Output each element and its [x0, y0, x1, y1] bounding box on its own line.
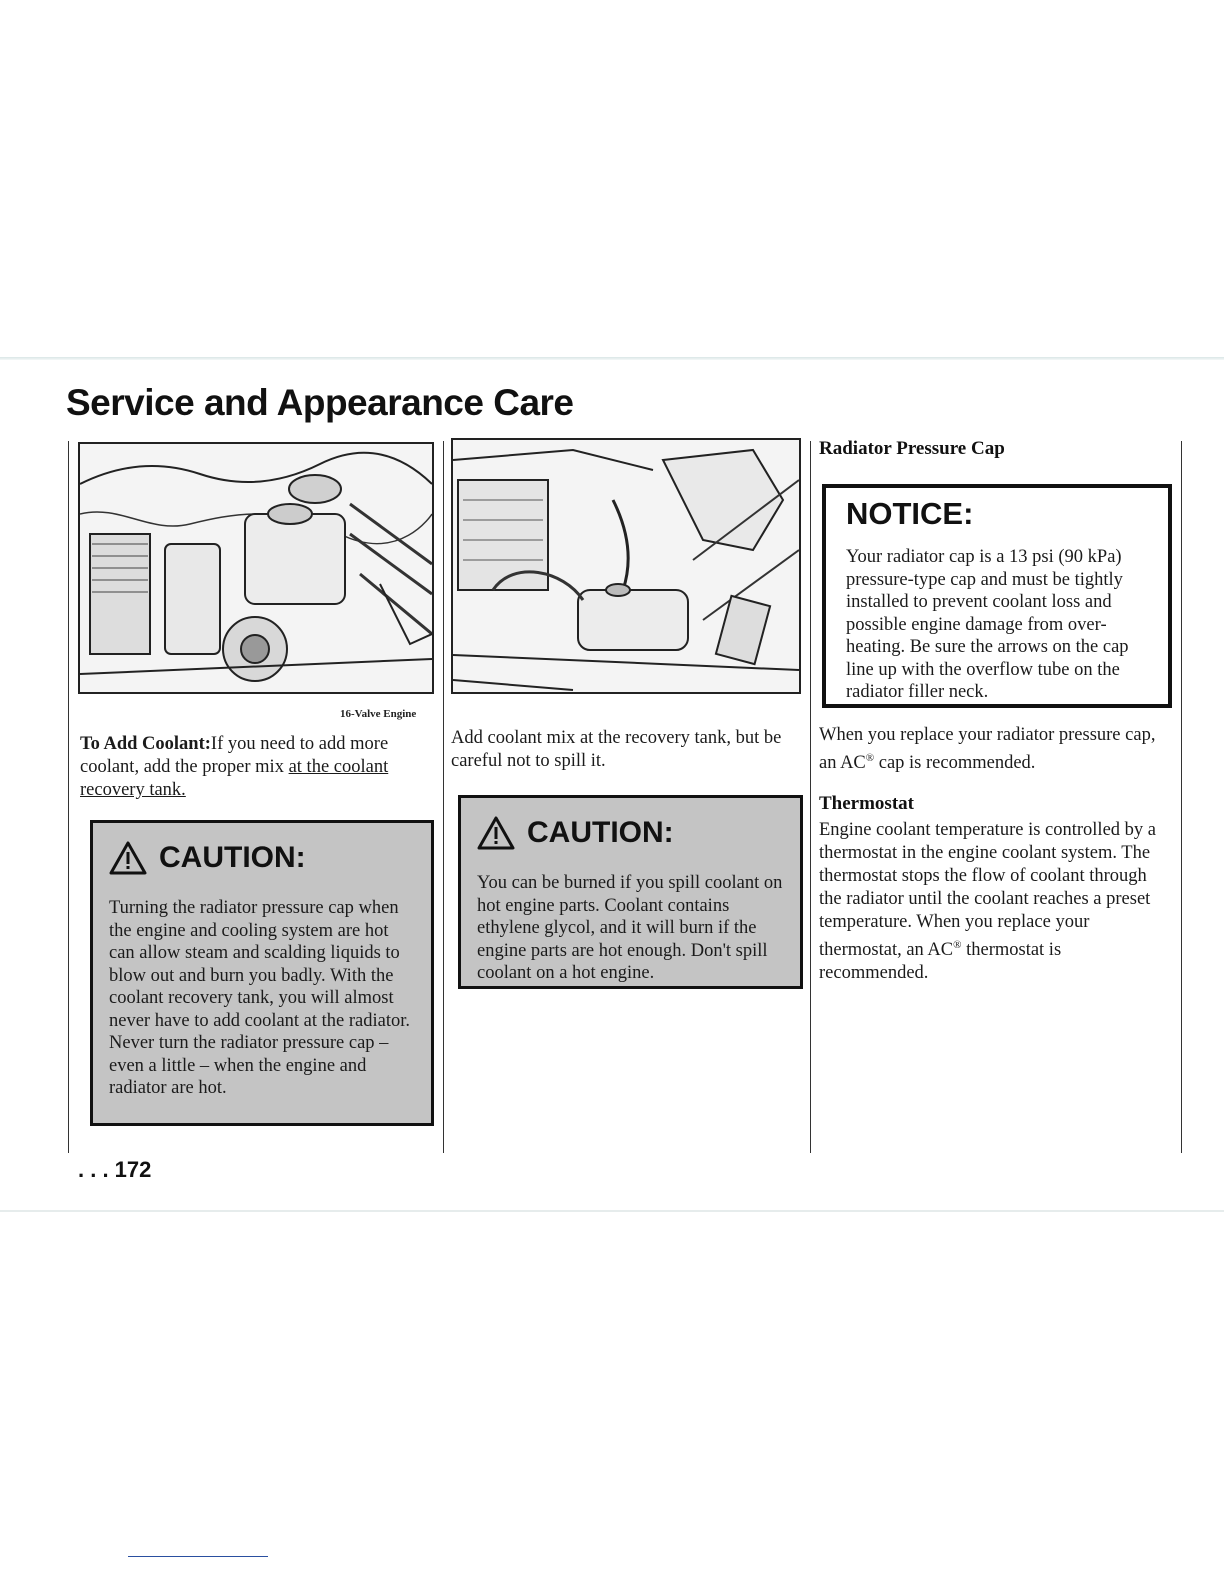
notice-box — [822, 484, 1172, 708]
bottom-divider — [0, 1210, 1224, 1212]
thermostat-text-b: thermostat is recommended. — [819, 940, 1062, 984]
registered-mark: ® — [953, 939, 962, 951]
column-divider-left — [68, 441, 69, 1153]
add-coolant-label: To Add Coolant: — [80, 734, 211, 754]
coolant-pour-drawing — [453, 440, 799, 692]
caution-box-left — [90, 820, 434, 1126]
add-coolant-paragraph — [80, 733, 432, 802]
radiator-cap-paragraph — [819, 724, 1171, 775]
column-divider-right — [810, 441, 811, 1153]
column-divider-middle — [443, 441, 444, 1153]
thermostat-paragraph — [819, 819, 1171, 985]
figure-caption: 16-Valve Engine — [340, 708, 417, 720]
caution-title: CAUTION: — [527, 816, 674, 849]
warning-triangle-icon — [109, 841, 147, 875]
thermostat-text-a: Engine coolant temperature is controlled by a thermostat in the engine coolant system. The thermostat stops the flow of coolant through the radiator until the coolant reaches a preset temperature. When you replace your thermostat, an AC — [819, 820, 1156, 961]
caution-text: Turning the radiator pressure cap when the engine and cooling system are hot can allow steam and scalding liquids to blow out and burn you badly. With the coolant recovery tank, you will almost never have to add coolant at the radiator. Never turn the radiator pressure cap – even a little – when the engine and radiator are hot. — [109, 898, 411, 1098]
coolant-pour-illustration — [451, 438, 801, 694]
radiator-cap-heading: Radiator Pressure Cap — [819, 438, 1005, 459]
notice-text: Your radiator cap is a 13 psi (90 kPa) pressure-type cap and must be tightly installed to prevent coolant loss and possible engine damage from over-heating. Be sure the arrows on the cap line up with the overflow tube on the radiator filler neck. — [846, 547, 1129, 702]
caution-heading — [477, 816, 786, 850]
middle-paragraph: Add coolant mix at the recovery tank, but be careful not to spill it. — [451, 728, 782, 771]
caution-text: You can be burned if you spill coolant on hot engine parts. Coolant contains ethylene glycol, and it will burn if the engine parts are hot enough. Don't spill coolant on a hot engine. — [477, 873, 783, 983]
caution-title: CAUTION: — [159, 841, 306, 874]
caution-box-middle — [458, 795, 803, 989]
scan-artifact-line — [128, 1556, 268, 1557]
replace-text-b: cap is recommended. — [874, 753, 1036, 774]
column-divider-far-right — [1181, 441, 1182, 1153]
page-title: Service and Appearance Care — [66, 382, 574, 423]
engine-illustration — [78, 442, 434, 694]
registered-mark: ® — [865, 752, 875, 764]
page-number: . . . 172 — [78, 1157, 152, 1182]
replace-text-a: When you replace your radiator pressure cap, an AC — [819, 725, 1156, 774]
top-divider — [0, 357, 1224, 360]
add-coolant-text: If you need to add more coolant, add the proper mix — [80, 734, 389, 777]
warning-triangle-icon — [477, 816, 515, 850]
caution-heading — [109, 841, 417, 875]
engine-drawing — [80, 444, 432, 692]
recovery-tank-link: at the coolant recovery tank. — [80, 757, 389, 800]
thermostat-heading: Thermostat — [819, 793, 914, 814]
notice-title: NOTICE: — [846, 496, 974, 531]
